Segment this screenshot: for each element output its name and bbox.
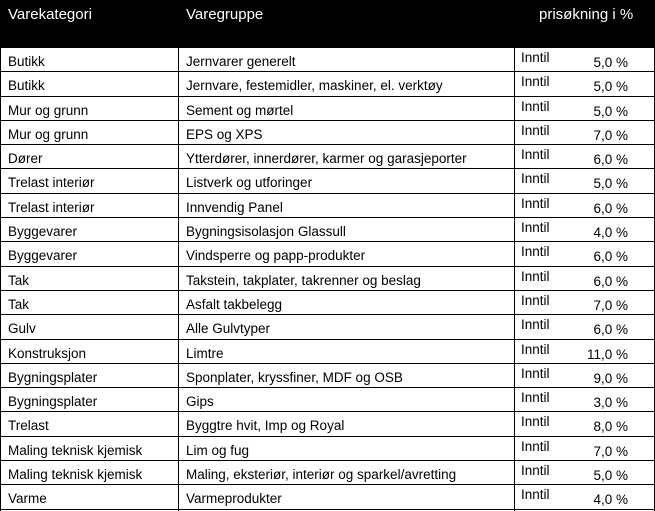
qualifier-cell: Inntil xyxy=(521,390,550,406)
qualifier-cell: Inntil xyxy=(521,74,550,90)
qualifier-cell: Inntil xyxy=(521,365,550,381)
increase-value-cell: 6,0 % xyxy=(593,322,628,338)
table-row xyxy=(0,242,655,266)
table-row xyxy=(0,315,655,339)
qualifier-cell: Inntil xyxy=(521,438,550,454)
qualifier-cell: Inntil xyxy=(521,487,550,503)
group-cell: Asfalt takbelegg xyxy=(186,296,283,312)
group-cell: Innvendig Panel xyxy=(186,199,283,215)
category-cell: Konstruksjon xyxy=(8,345,87,361)
category-cell: Dører xyxy=(8,151,43,167)
table-row xyxy=(0,48,655,72)
column-divider xyxy=(0,48,1,511)
increase-value-cell: 6,0 % xyxy=(593,200,628,216)
group-cell: Limtre xyxy=(186,345,224,361)
increase-value-cell: 7,0 % xyxy=(593,443,628,459)
category-cell: Trelast interiør xyxy=(8,199,95,215)
qualifier-cell: Inntil xyxy=(521,171,550,187)
increase-value-cell: 7,0 % xyxy=(593,297,628,313)
qualifier-cell: Inntil xyxy=(521,317,550,333)
group-cell: Takstein, takplater, takrenner og beslag xyxy=(186,272,421,288)
group-cell: Sponplater, kryssfiner, MDF og OSB xyxy=(186,369,403,385)
table-row xyxy=(0,145,655,169)
column-divider xyxy=(178,48,179,511)
category-cell: Maling teknisk kjemisk xyxy=(8,442,143,458)
category-cell: Tak xyxy=(8,296,30,312)
table-row xyxy=(0,388,655,412)
group-cell: Bygningsisolasjon Glassull xyxy=(186,224,346,240)
group-cell: EPS og XPS xyxy=(186,126,263,142)
group-cell: Maling, eksteriør, interiør og sparkel/avretting xyxy=(186,467,457,483)
table-row xyxy=(0,485,655,509)
table-row xyxy=(0,364,655,388)
table-row xyxy=(0,218,655,242)
qualifier-cell: Inntil xyxy=(521,122,550,138)
qualifier-cell: Inntil xyxy=(521,292,550,308)
qualifier-cell: Inntil xyxy=(521,50,550,65)
group-cell: Byggtre hvit, Imp og Royal xyxy=(186,418,345,434)
category-cell: Trelast interiør xyxy=(8,175,95,191)
category-cell: Bygningsplater xyxy=(8,394,98,410)
qualifier-cell: Inntil xyxy=(521,147,550,163)
increase-value-cell: 11,0 % xyxy=(586,346,628,362)
qualifier-cell: Inntil xyxy=(521,414,550,430)
header-group: Varegruppe xyxy=(186,6,264,23)
table-row xyxy=(0,461,655,485)
increase-value-cell: 3,0 % xyxy=(593,395,628,411)
increase-value-cell: 7,0 % xyxy=(593,127,628,143)
qualifier-cell: Inntil xyxy=(521,341,550,357)
category-cell: Varme xyxy=(8,491,47,507)
table-row xyxy=(0,437,655,461)
table-header xyxy=(0,0,655,48)
group-cell: Jernvarer generelt xyxy=(186,54,296,69)
qualifier-cell: Inntil xyxy=(521,244,550,260)
table-row xyxy=(0,97,655,121)
qualifier-cell: Inntil xyxy=(521,220,550,236)
increase-value-cell: 8,0 % xyxy=(593,419,628,435)
group-cell: Alle Gulvtyper xyxy=(186,321,271,337)
category-cell: Maling teknisk kjemisk xyxy=(8,467,143,483)
increase-value-cell: 4,0 % xyxy=(593,492,628,508)
group-cell: Listverk og utforinger xyxy=(186,175,313,191)
column-divider xyxy=(514,48,515,511)
group-cell: Vindsperre og papp-produkter xyxy=(186,248,366,264)
increase-value-cell: 5,0 % xyxy=(593,468,628,484)
group-cell: Lim og fug xyxy=(186,442,250,458)
increase-value-cell: 6,0 % xyxy=(593,249,628,265)
category-cell: Gulv xyxy=(8,321,36,337)
category-cell: Byggevarer xyxy=(8,224,78,240)
increase-value-cell: 9,0 % xyxy=(593,370,628,386)
category-cell: Trelast xyxy=(8,418,49,434)
group-cell: Varmeprodukter xyxy=(186,491,282,507)
qualifier-cell: Inntil xyxy=(521,268,550,284)
table-row xyxy=(0,340,655,364)
header-increase: prisøkning i % xyxy=(539,6,634,23)
increase-value-cell: 6,0 % xyxy=(593,273,628,289)
table-row xyxy=(0,72,655,96)
group-cell: Gips xyxy=(186,394,214,410)
table-row xyxy=(0,121,655,145)
category-cell: Bygningsplater xyxy=(8,369,98,385)
increase-value-cell: 5,0 % xyxy=(593,103,628,119)
increase-value-cell: 5,0 % xyxy=(593,79,628,95)
table-row xyxy=(0,194,655,218)
category-cell: Tak xyxy=(8,272,30,288)
table-row xyxy=(0,412,655,436)
category-cell: Mur og grunn xyxy=(8,126,89,142)
category-cell: Butikk xyxy=(8,54,45,69)
category-cell: Byggevarer xyxy=(8,248,78,264)
increase-value-cell: 4,0 % xyxy=(593,225,628,241)
group-cell: Sement og mørtel xyxy=(186,102,294,118)
qualifier-cell: Inntil xyxy=(521,195,550,211)
increase-value-cell: 5,0 % xyxy=(593,176,628,192)
group-cell: Ytterdører, innerdører, karmer og garasjeporter xyxy=(186,151,467,167)
category-cell: Butikk xyxy=(8,78,45,94)
table-body xyxy=(0,48,655,510)
increase-value-cell: 6,0 % xyxy=(593,152,628,168)
table-row xyxy=(0,291,655,315)
header-category: Varekategori xyxy=(8,6,92,23)
table-row xyxy=(0,267,655,291)
qualifier-cell: Inntil xyxy=(521,98,550,114)
increase-value-cell: 5,0 % xyxy=(593,55,628,70)
qualifier-cell: Inntil xyxy=(521,463,550,479)
category-cell: Mur og grunn xyxy=(8,102,89,118)
table-row xyxy=(0,169,655,193)
group-cell: Jernvare, festemidler, maskiner, el. verktøy xyxy=(186,78,443,94)
